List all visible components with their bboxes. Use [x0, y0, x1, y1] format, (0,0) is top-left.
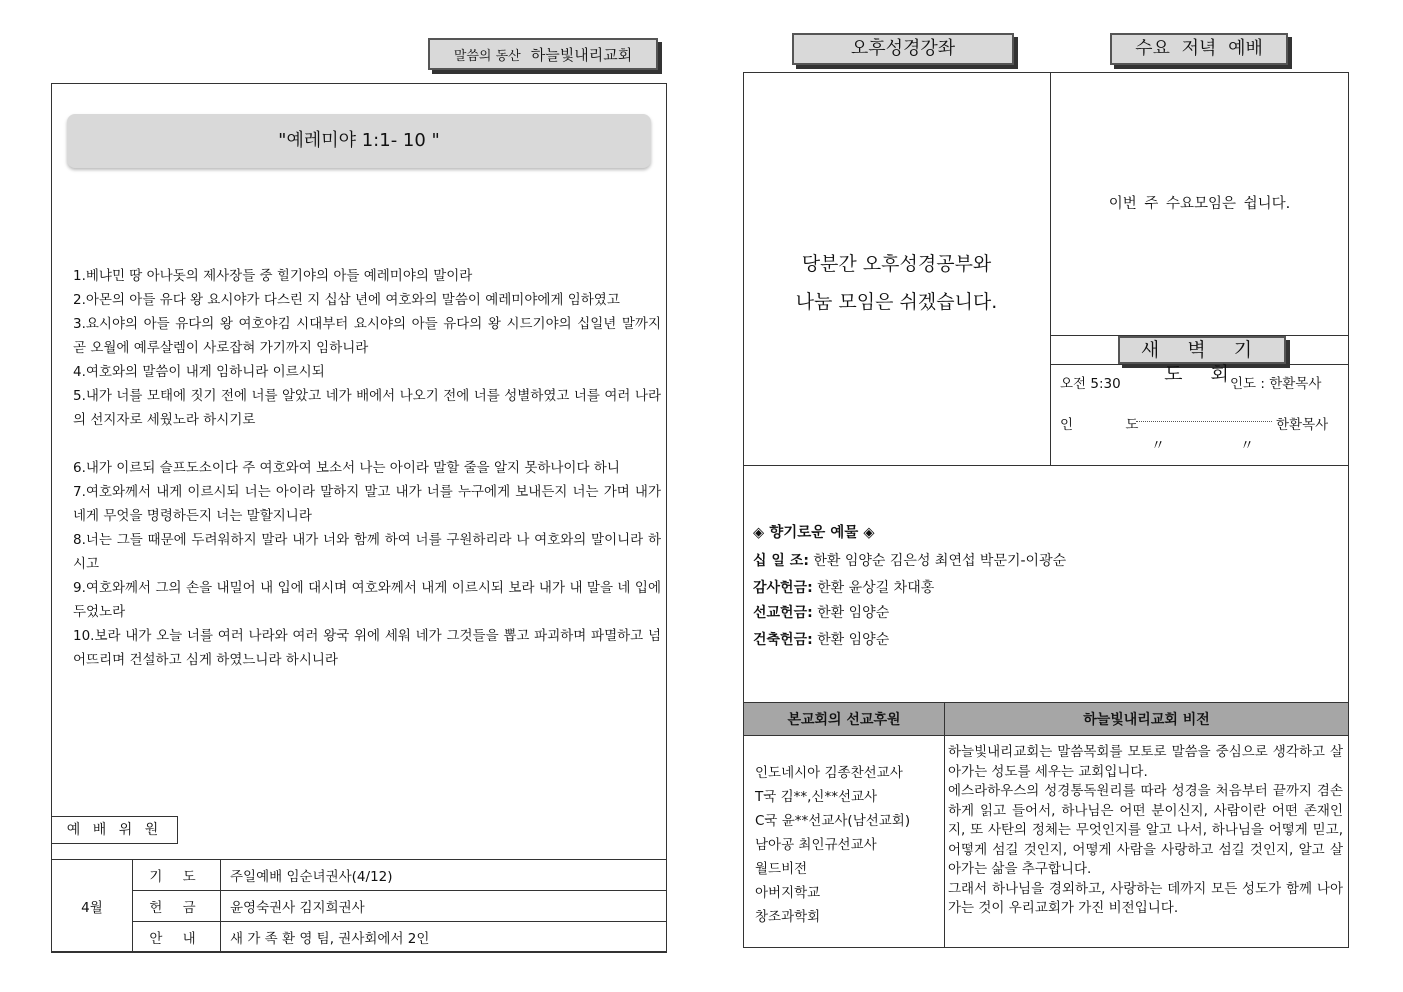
- duty-month: 4월: [52, 860, 133, 953]
- vision-paragraph: 하늘빛내리교회는 말씀목회를 모토로 말씀을 중심으로 생각하고 살아가는 성도를 세우는 교회입니다.: [948, 744, 1343, 780]
- offering-row-tithe: [753, 550, 1066, 570]
- mission-vision-table: [743, 702, 1349, 948]
- church-vision-header: 하늘빛내리교회 비전: [945, 703, 1349, 736]
- verse: 9.여호와께서 그의 손을 내밀어 내 입에 대시며 여호와께서 내게 이르시되 보라 내가 내 말을 네 입에 두었노라: [73, 580, 661, 620]
- verse: 1.베냐민 땅 아나돗의 제사장들 중 힐기야의 아들 예레미야의 말이라: [73, 268, 473, 284]
- offering-row-building: [753, 629, 889, 649]
- offering-names: 한환 윤상길 차대홍: [812, 580, 935, 596]
- offering-names: 한환 임양순: [812, 605, 890, 621]
- list-item: C국 윤**선교사(남선교회): [755, 813, 911, 829]
- ditto-mark: 〃: [1151, 438, 1165, 454]
- table-row: [52, 922, 667, 953]
- offering-names: 한환 임양순: [812, 632, 890, 648]
- offering-label: 십 일 조:: [753, 553, 809, 569]
- verse: 5.내가 너를 모태에 짓기 전에 너를 알았고 네가 배에서 나오기 전에 너를 성별하였고 너를 여러 나라의 선지자로 세웠노라 하시기로: [73, 388, 661, 428]
- notice-line: 나눔 모임은 쉬겠습니다.: [795, 291, 998, 313]
- verse: 8.너는 그들 때문에 두려워하지 말라 내가 너와 함께 하여 너를 구원하리라 나 여호와의 말이니라 하시고: [73, 532, 661, 572]
- offering-row-mission: [753, 602, 889, 622]
- notice-line: 당분간 오후성경공부와: [801, 253, 992, 275]
- dotted-leader-line: [1136, 421, 1272, 422]
- vision-paragraph: 그래서 하나님을 경외하고, 사랑하는 데까지 모든 성도가 함께 나아가는 것이 우리교회가 가진 비전입니다.: [948, 880, 1343, 916]
- duty-person: 윤영숙권사 김지희권사: [221, 891, 667, 922]
- mission-support-header: 본교회의 선교후원: [744, 703, 945, 736]
- church-motto: 말씀의 동산: [453, 49, 521, 64]
- afternoon-bible-class-badge: 오후성경강좌: [792, 33, 1014, 65]
- verse: 10.보라 내가 오늘 너를 여러 나라와 여러 왕국 위에 세워 네가 그것들을 뽑고 파괴하며 파멸하고 넘어뜨리며 건설하고 심게 하였느니라 하시니라: [73, 628, 661, 668]
- offering-label: 선교헌금:: [753, 605, 813, 621]
- duty-person: 주일예배 임순녀권사(4/12): [221, 860, 667, 891]
- vision-paragraph: 에스라하우스의 성경통독원리를 따라 성경을 처음부터 끝까지 겸손하게 읽고 들어서, 하나님은 어떤 분이신지, 사람이란 어떤 존재인지, 또 사탄의 정체는 무엇인지를 알고 나서, 하나님을 어떻게 믿고, 어떻게 섬길 것인지, 어떻게 사람을 사랑하고 섬길 것인지, 알고 살아가는 삶을 추구합니다.: [948, 783, 1343, 877]
- table-header-row: [744, 703, 1349, 736]
- dawn-leader-label: 인 도: [1060, 417, 1163, 433]
- offering-title: ◈ 향기로운 예물 ◈: [753, 525, 875, 541]
- table-row: [52, 860, 667, 891]
- worship-committee-label: 예 배 위 원: [51, 816, 178, 844]
- duty-person: 새 가 족 환 영 팀, 권사회에서 2인: [221, 922, 667, 953]
- afternoon-class-notice: [745, 245, 1048, 321]
- list-item: 월드비전: [755, 861, 808, 877]
- wednesday-service-notice: 이번 주 수요모임은 쉽니다.: [1108, 196, 1291, 212]
- list-item: 아버지학교: [755, 885, 821, 901]
- church-name-badge: [428, 38, 658, 70]
- list-item: 남아공 최인규선교사: [755, 837, 877, 853]
- verse: 7.여호와께서 내게 이르시되 너는 아이라 말하지 말고 내가 너를 누구에게 보내든지 너는 가며 내가 네게 무엇을 명령하든지 너는 말할지니라: [73, 484, 661, 524]
- offering-label: 감사헌금:: [753, 580, 813, 596]
- wednesday-evening-service-badge: 수요 저녁 예배: [1110, 33, 1288, 65]
- verse: 6.내가 이르되 슬프도소이다 주 여호와여 보소서 나는 아이라 말할 줄을 알지 못하나이다 하니: [73, 460, 620, 476]
- church-name: 하늘빛내리교회: [530, 46, 633, 64]
- dawn-leader-name: 한환목사: [1276, 417, 1329, 433]
- offering-label: 건축헌금:: [753, 632, 813, 648]
- ditto-mark: 〃: [1240, 438, 1254, 454]
- offering-row-thanks: [753, 577, 934, 597]
- duty-role: 안 내: [133, 922, 221, 953]
- dawn-prayer-leader: 인도 : 한환목사: [1230, 376, 1322, 392]
- duty-role: 헌 금: [133, 891, 221, 922]
- scripture-verses: [73, 264, 661, 672]
- verse: 2.아몬의 아들 유다 왕 요시야가 다스린 지 십삼 년에 여호와의 말씀이 예레미야에게 임하였고: [73, 292, 620, 308]
- list-item: T국 김**,신**선교사: [755, 789, 878, 805]
- list-item: 인도네시아 김종찬선교사: [755, 765, 903, 781]
- worship-duty-table: [51, 859, 667, 953]
- table-row: [744, 736, 1349, 948]
- list-item: 창조과학회: [755, 909, 821, 925]
- church-vision-cell: [945, 736, 1349, 948]
- offering-names: 한환 임양순 김은성 최연섭 박문기-이광순: [808, 553, 1067, 569]
- divider: [743, 465, 1349, 466]
- verse: 3.요시야의 아들 유다의 왕 여호야김 시대부터 요시야의 아들 유다의 왕 시드기야의 십일년 말까지 곧 오월에 예루살렘이 사로잡혀 가기까지 임하니라: [73, 316, 661, 356]
- duty-role: 기 도: [133, 860, 221, 891]
- dawn-prayer-time: 오전 5:30: [1060, 376, 1121, 392]
- divider: [1050, 72, 1051, 466]
- table-row: [52, 891, 667, 922]
- passage-title: "예레미야 1:1- 10 ": [67, 114, 651, 168]
- dawn-prayer-badge: 새 벽 기 도 회: [1118, 336, 1286, 364]
- verse: 4.여호와의 말씀이 내게 임하니라 이르시되: [73, 364, 325, 380]
- mission-support-cell: [744, 736, 945, 948]
